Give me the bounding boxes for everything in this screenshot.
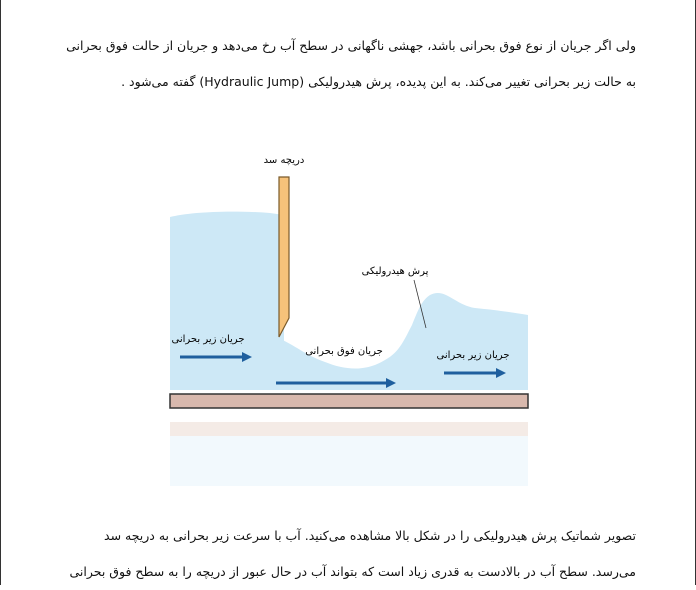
paragraph-top-line-2: به حالت زیر بحرانی تغییر می‌کند. به این پدیده، پرش هیدرولیکی (Hydraulic Jump) گفته می‌شود . [121, 74, 636, 89]
hydraulic-jump-figure [150, 140, 540, 490]
gate [279, 177, 289, 337]
upstream-label: جریان زیر بحرانی [171, 334, 245, 345]
paragraph-bottom-line-2: می‌رسد. سطح آب در بالادست به قدری زیاد است که بتواند آب در حال عبور از دریچه را به سطح فوق بحرانی [69, 564, 636, 579]
reflection-water [170, 436, 528, 486]
supercritical-label: جریان فوق بحرانی [305, 346, 383, 357]
paragraph-top-line-1: ولی اگر جریان از نوع فوق بحرانی باشد، جهشی ناگهانی در سطح آب رخ می‌دهد و جریان از حالت فوق بحرانی [66, 38, 636, 53]
gate-label: دریچه سد [263, 155, 305, 166]
paragraph-bottom-line-1: تصویر شماتیک پرش هیدرولیکی را در شکل بالا مشاهده می‌کنید. آب با سرعت زیر بحرانی به دریچه سد [104, 528, 636, 543]
riverbed [170, 394, 528, 408]
jump-label: پرش هیدرولیکی [361, 266, 429, 277]
reflection-bed [170, 422, 528, 436]
hydraulic-jump-diagram [150, 140, 540, 490]
page-border-left [0, 0, 1, 585]
downstream-label: جریان زیر بحرانی [436, 350, 510, 361]
downstream-water [278, 293, 528, 390]
paragraph-top [36, 28, 636, 100]
paragraph-bottom [16, 518, 636, 590]
upstream-water [170, 212, 284, 390]
